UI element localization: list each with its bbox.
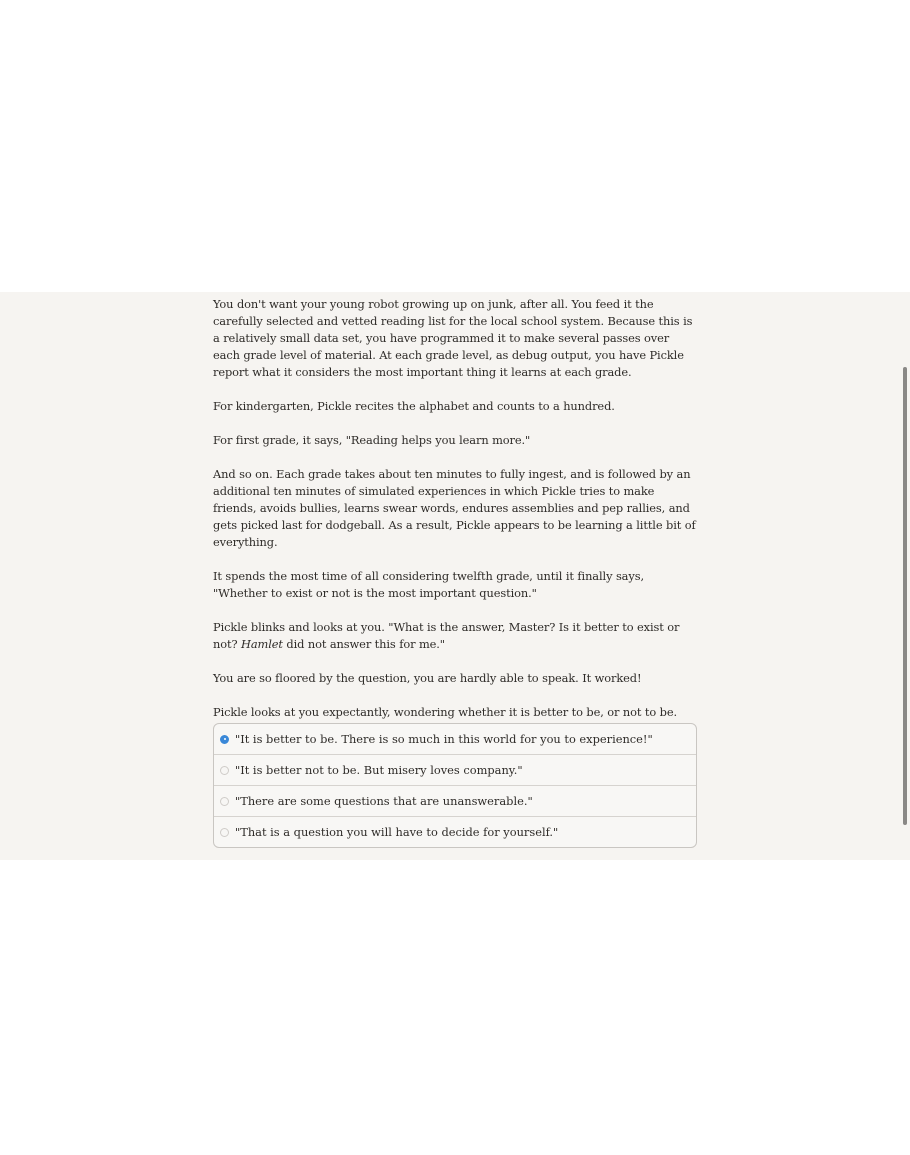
radio-icon[interactable] bbox=[220, 766, 229, 775]
story-text-span: did not answer this for me." bbox=[282, 637, 445, 651]
radio-icon[interactable] bbox=[220, 797, 229, 806]
scrollbar-thumb[interactable] bbox=[903, 367, 907, 825]
story-text-span: Pickle blinks and looks at you. "What is the answer, Master? Is it better to exist or not? bbox=[213, 620, 680, 651]
story-text bbox=[213, 296, 699, 738]
choice-option[interactable] bbox=[214, 754, 696, 785]
blank-top-area bbox=[0, 0, 910, 292]
story-paragraph: For kindergarten, Pickle recites the alphabet and counts to a hundred. bbox=[213, 399, 615, 413]
story-paragraph: For first grade, it says, "Reading helps you learn more." bbox=[213, 433, 531, 447]
choice-list bbox=[213, 723, 697, 848]
story-paragraph: It spends the most time of all considering twelfth grade, until it finally says, "Whether to exist or not is the most important question." bbox=[213, 569, 644, 600]
blank-bottom-area bbox=[0, 860, 910, 1155]
choice-label: "It is better not to be. But misery loves company." bbox=[235, 763, 523, 777]
story-paragraph: And so on. Each grade takes about ten minutes to fully ingest, and is followed by an additional ten minutes of simulated experiences in which Pickle tries to make friends, avoids bullies, learns swear words, endures assemblies and pep rallies, and gets picked last for dodgeball. As a result, Pickle appears to be learning a little bit of everything. bbox=[213, 467, 696, 549]
choice-option[interactable] bbox=[214, 785, 696, 816]
choice-label: "There are some questions that are unanswerable." bbox=[235, 794, 533, 808]
radio-selected-icon[interactable] bbox=[220, 735, 229, 744]
story-paragraph bbox=[213, 619, 699, 653]
choice-option[interactable] bbox=[214, 816, 696, 847]
game-panel bbox=[0, 292, 910, 860]
story-paragraph: You are so floored by the question, you are hardly able to speak. It worked! bbox=[213, 671, 642, 685]
story-paragraph: Pickle looks at you expectantly, wondering whether it is better to be, or not to be. bbox=[213, 705, 677, 719]
radio-icon[interactable] bbox=[220, 828, 229, 837]
choice-label: "That is a question you will have to decide for yourself." bbox=[235, 825, 559, 839]
choice-label: "It is better to be. There is so much in this world for you to experience!" bbox=[235, 732, 653, 746]
story-italic-title: Hamlet bbox=[241, 637, 283, 651]
choice-option[interactable] bbox=[214, 724, 696, 754]
story-paragraph: You don't want your young robot growing up on junk, after all. You feed it the carefully selected and vetted reading list for the local school system. Because this is a relatively small data set, you have programmed it to make several passes over each grade level of material. At each grade level, as debug output, you have Pickle report what it considers the most important thing it learns at each grade. bbox=[213, 297, 693, 379]
scrollbar[interactable] bbox=[900, 292, 910, 860]
